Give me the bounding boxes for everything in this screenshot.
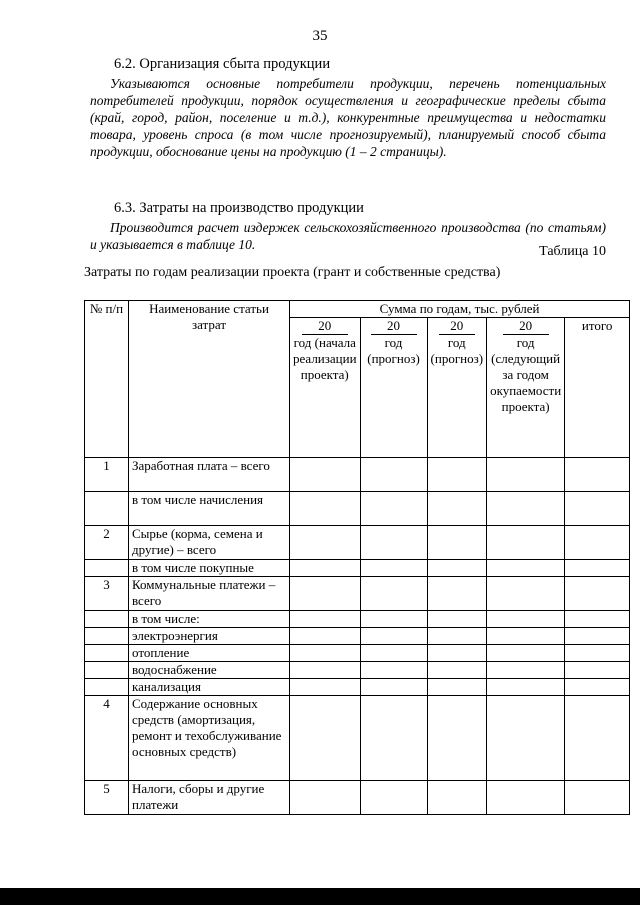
row-name: в том числе начисления	[129, 492, 290, 526]
table-row	[85, 628, 630, 645]
cell	[487, 492, 565, 526]
row-num: 4	[85, 696, 129, 781]
table-row	[85, 662, 630, 679]
section-heading: 6.3. Затраты на производство продукции	[114, 200, 364, 216]
cell	[487, 645, 565, 662]
cell	[427, 458, 487, 492]
header-name: Наименование статьи затрат	[129, 301, 290, 458]
row-num: 3	[85, 577, 129, 611]
page-number: 35	[312, 28, 328, 44]
table-row	[85, 492, 630, 526]
row-name: Налоги, сборы и другие платежи	[129, 781, 290, 815]
cell	[427, 662, 487, 679]
cell	[290, 492, 361, 526]
cell	[290, 560, 361, 577]
table-row	[85, 560, 630, 577]
cell	[427, 577, 487, 611]
cell	[360, 679, 427, 696]
cell	[290, 628, 361, 645]
row-num	[85, 679, 129, 696]
table-row	[85, 645, 630, 662]
section-production-costs	[90, 200, 606, 253]
header-year-3	[427, 318, 487, 458]
table-row	[85, 696, 630, 781]
costs-table	[84, 300, 630, 815]
row-name: в том числе покупные	[129, 560, 290, 577]
year-prefix: 20	[302, 318, 348, 335]
cell	[565, 628, 630, 645]
cell	[360, 696, 427, 781]
year-desc: год (начала реализации проекта)	[293, 335, 357, 382]
row-num	[85, 560, 129, 577]
row-name: Сырье (корма, семена и другие) – всего	[129, 526, 290, 560]
row-num	[85, 628, 129, 645]
cell	[290, 781, 361, 815]
header-year-2	[360, 318, 427, 458]
cell	[360, 526, 427, 560]
cell	[360, 611, 427, 628]
cell	[427, 645, 487, 662]
cell	[290, 458, 361, 492]
cell	[487, 458, 565, 492]
row-num: 5	[85, 781, 129, 815]
table-row	[85, 526, 630, 560]
cell	[360, 458, 427, 492]
cell	[487, 577, 565, 611]
cell	[290, 662, 361, 679]
cell	[290, 577, 361, 611]
header-sum: Сумма по годам, тыс. рублей	[290, 301, 630, 318]
cell	[360, 492, 427, 526]
cell	[487, 628, 565, 645]
cell	[487, 696, 565, 781]
cell	[427, 611, 487, 628]
row-name: канализация	[129, 679, 290, 696]
section-sales-organization	[90, 56, 606, 160]
cell	[290, 679, 361, 696]
year-prefix: 20	[503, 318, 549, 335]
row-name: Коммунальные платежи – всего	[129, 577, 290, 611]
cell	[290, 645, 361, 662]
year-prefix: 20	[439, 318, 475, 335]
header-num: № п/п	[85, 301, 129, 458]
cell	[487, 662, 565, 679]
cell	[565, 492, 630, 526]
row-num	[85, 611, 129, 628]
cell	[427, 781, 487, 815]
cell	[360, 560, 427, 577]
cell	[565, 458, 630, 492]
row-num	[85, 645, 129, 662]
section-heading: 6.2. Организация сбыта продукции	[114, 56, 331, 72]
cell	[427, 679, 487, 696]
cell	[427, 696, 487, 781]
cell	[565, 611, 630, 628]
cell	[565, 696, 630, 781]
cell	[290, 696, 361, 781]
row-num	[85, 662, 129, 679]
row-name: водоснабжение	[129, 662, 290, 679]
section-body-text: Производится расчет издержек сельскохозяйственного производства (по статьям) и указывается в таблице 10.	[90, 220, 606, 252]
cell	[487, 560, 565, 577]
cell	[565, 662, 630, 679]
row-num	[85, 492, 129, 526]
table-row	[85, 458, 630, 492]
cell	[360, 662, 427, 679]
section-body-text: Указываются основные потребители продукции, перечень потенциальных потребителей продукции, порядок осуществления и географические пределы сбыта (край, город, район, поселение и т.д.), конкурентные преимущества и недостатки товара, уровень спроса (в том числе прогнозируемый), планируемый способ сбыта продукции, обоснование цены на продукцию (1 – 2 страницы).	[90, 76, 606, 159]
cell	[565, 679, 630, 696]
table-label: Таблица 10	[539, 244, 606, 259]
header-total: итого	[565, 318, 630, 458]
cell	[487, 781, 565, 815]
section-body	[90, 219, 606, 253]
row-num: 2	[85, 526, 129, 560]
cell	[290, 611, 361, 628]
row-name: отопление	[129, 645, 290, 662]
cell	[487, 679, 565, 696]
table-row	[85, 679, 630, 696]
scan-bottom-edge	[0, 888, 640, 905]
cell	[565, 781, 630, 815]
year-desc: год (прогноз)	[367, 335, 420, 366]
row-name: в том числе:	[129, 611, 290, 628]
row-num: 1	[85, 458, 129, 492]
table-row	[85, 611, 630, 628]
cell	[487, 526, 565, 560]
cell	[427, 628, 487, 645]
cell	[360, 645, 427, 662]
cell	[360, 628, 427, 645]
cell	[565, 577, 630, 611]
table-row	[85, 781, 630, 815]
section-body	[90, 75, 606, 160]
row-name: Заработная плата – всего	[129, 458, 290, 492]
cell	[360, 577, 427, 611]
cell	[360, 781, 427, 815]
cell	[427, 526, 487, 560]
year-desc: год (прогноз)	[430, 335, 484, 366]
header-year-1	[290, 318, 361, 458]
cell	[427, 492, 487, 526]
cell	[487, 611, 565, 628]
row-name: электроэнергия	[129, 628, 290, 645]
row-name: Содержание основных средств (амортизация, ремонт и техобслуживание основных средств)	[129, 696, 290, 781]
header-year-4	[487, 318, 565, 458]
year-prefix: 20	[371, 318, 417, 335]
cell	[565, 526, 630, 560]
cell	[290, 526, 361, 560]
table-row	[85, 577, 630, 611]
cell	[427, 560, 487, 577]
year-desc: год (следующий за годом окупаемости проекта)	[490, 335, 562, 414]
cell	[565, 560, 630, 577]
cell	[565, 645, 630, 662]
table-caption: Затраты по годам реализации проекта (грант и собственные средства)	[84, 265, 501, 280]
